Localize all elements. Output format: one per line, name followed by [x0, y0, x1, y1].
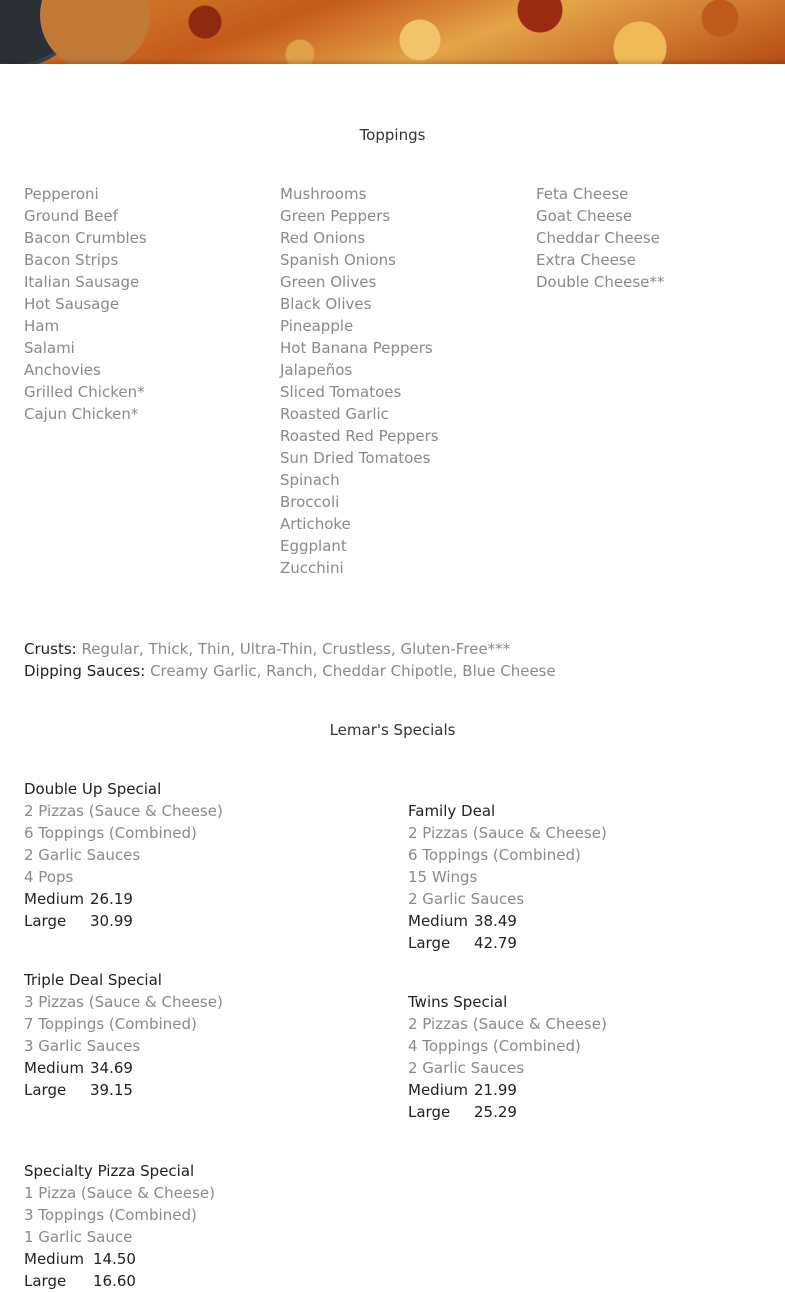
- topping-item: Broccoli: [280, 493, 340, 511]
- topping-item: Eggplant: [280, 537, 347, 555]
- topping-item: Pineapple: [280, 317, 354, 335]
- topping-item: Pepperoni: [24, 185, 99, 203]
- topping-item: Hot Banana Peppers: [280, 339, 433, 357]
- special-feature: 1 Pizza (Sauce & Cheese): [24, 1184, 216, 1202]
- price-row-medium: [24, 1057, 223, 1079]
- dipping-sauces-value: Creamy Garlic, Ranch, Cheddar Chipotle, Blue Cheese: [150, 662, 556, 680]
- price-row-large: [408, 1101, 607, 1123]
- special-title: Specialty Pizza Special: [24, 1162, 195, 1180]
- special-title: Twins Special: [408, 993, 508, 1011]
- topping-item: Zucchini: [280, 559, 344, 577]
- special-twins: [408, 991, 607, 1123]
- size-label: Large: [24, 912, 67, 930]
- price-row-large: [24, 1079, 223, 1101]
- size-label: Large: [408, 934, 451, 952]
- topping-item: Hot Sausage: [24, 295, 120, 313]
- special-feature: 4 Pops: [24, 868, 74, 886]
- crusts-label: Crusts:: [24, 640, 77, 658]
- dipping-sauces-line: [24, 660, 556, 682]
- special-title: Family Deal: [408, 802, 496, 820]
- price-value: 14.50: [93, 1250, 136, 1268]
- pizza-crust: [40, 0, 150, 64]
- price-value: 25.29: [474, 1103, 517, 1121]
- price-value: 26.19: [90, 890, 133, 908]
- special-feature: 6 Toppings (Combined): [408, 846, 581, 864]
- price-value: 30.99: [90, 912, 133, 930]
- topping-item: Ground Beef: [24, 207, 118, 225]
- topping-item: Italian Sausage: [24, 273, 140, 291]
- size-label: Medium: [24, 1059, 84, 1077]
- special-feature: 2 Garlic Sauces: [408, 1059, 525, 1077]
- special-title: Double Up Special: [24, 780, 162, 798]
- special-feature: 7 Toppings (Combined): [24, 1015, 197, 1033]
- toppings-column-cheeses: [536, 183, 664, 293]
- toppings-column-veggies: [280, 183, 439, 579]
- size-label: Large: [24, 1081, 67, 1099]
- price-row-medium: [24, 888, 223, 910]
- size-label: Medium: [24, 890, 84, 908]
- topping-item: Sliced Tomatoes: [280, 383, 402, 401]
- topping-item: Cajun Chicken*: [24, 405, 139, 423]
- size-label: Large: [408, 1103, 451, 1121]
- price-row-medium: [24, 1248, 215, 1270]
- size-label: Medium: [24, 1250, 84, 1268]
- crusts-value: Regular, Thick, Thin, Ultra-Thin, Crustless, Gluten-Free***: [81, 640, 511, 658]
- price-row-medium: [408, 1079, 607, 1101]
- topping-item: Black Olives: [280, 295, 372, 313]
- price-value: 16.60: [93, 1272, 136, 1290]
- price-value: 39.15: [90, 1081, 133, 1099]
- topping-item: Extra Cheese: [536, 251, 636, 269]
- topping-item: Ham: [24, 317, 60, 335]
- special-title: Triple Deal Special: [24, 971, 162, 989]
- special-feature: 2 Pizzas (Sauce & Cheese): [24, 802, 223, 820]
- topping-item: Jalapeños: [280, 361, 353, 379]
- topping-item: Salami: [24, 339, 75, 357]
- topping-item: Mushrooms: [280, 185, 367, 203]
- topping-item: Green Peppers: [280, 207, 391, 225]
- topping-item: Feta Cheese: [536, 185, 629, 203]
- topping-item: Green Olives: [280, 273, 377, 291]
- hero-shadow: [0, 58, 785, 64]
- crusts-line: [24, 638, 510, 660]
- topping-item: Roasted Garlic: [280, 405, 389, 423]
- topping-item: Bacon Strips: [24, 251, 119, 269]
- topping-item: Grilled Chicken*: [24, 383, 145, 401]
- size-label: Large: [24, 1272, 67, 1290]
- topping-item: Anchovies: [24, 361, 101, 379]
- price-value: 42.79: [474, 934, 517, 952]
- topping-item: Spanish Onions: [280, 251, 396, 269]
- price-row-medium: [408, 910, 607, 932]
- price-value: 34.69: [90, 1059, 133, 1077]
- topping-item: Cheddar Cheese: [536, 229, 660, 247]
- special-feature: 2 Garlic Sauces: [408, 890, 525, 908]
- topping-item: Red Onions: [280, 229, 366, 247]
- price-row-large: [24, 910, 223, 932]
- price-value: 38.49: [474, 912, 517, 930]
- special-family-deal: [408, 800, 607, 954]
- special-double-up: [24, 778, 223, 932]
- topping-item: Spinach: [280, 471, 340, 489]
- special-feature: 15 Wings: [408, 868, 478, 886]
- special-feature: 6 Toppings (Combined): [24, 824, 197, 842]
- topping-item: Double Cheese**: [536, 273, 665, 291]
- price-row-large: [408, 932, 607, 954]
- topping-item: Roasted Red Peppers: [280, 427, 439, 445]
- toppings-column-meats: [24, 183, 147, 425]
- toppings-heading: Toppings: [359, 126, 426, 144]
- special-feature: 3 Pizzas (Sauce & Cheese): [24, 993, 223, 1011]
- specials-heading: Lemar's Specials: [329, 721, 456, 739]
- special-feature: 3 Toppings (Combined): [24, 1206, 197, 1224]
- special-specialty-pizza: [24, 1160, 215, 1292]
- price-value: 21.99: [474, 1081, 517, 1099]
- dipping-sauces-label: Dipping Sauces:: [24, 662, 146, 680]
- size-label: Medium: [408, 912, 468, 930]
- special-feature: 2 Garlic Sauces: [24, 846, 141, 864]
- topping-item: Sun Dried Tomatoes: [280, 449, 431, 467]
- special-feature: 1 Garlic Sauce: [24, 1228, 133, 1246]
- special-feature: 4 Toppings (Combined): [408, 1037, 581, 1055]
- special-triple-deal: [24, 969, 223, 1101]
- price-row-large: [24, 1270, 215, 1292]
- size-label: Medium: [408, 1081, 468, 1099]
- topping-item: Bacon Crumbles: [24, 229, 147, 247]
- special-feature: 3 Garlic Sauces: [24, 1037, 141, 1055]
- topping-item: Artichoke: [280, 515, 351, 533]
- topping-item: Goat Cheese: [536, 207, 633, 225]
- special-feature: 2 Pizzas (Sauce & Cheese): [408, 1015, 607, 1033]
- pizza-hero-image: [0, 0, 785, 64]
- special-feature: 2 Pizzas (Sauce & Cheese): [408, 824, 607, 842]
